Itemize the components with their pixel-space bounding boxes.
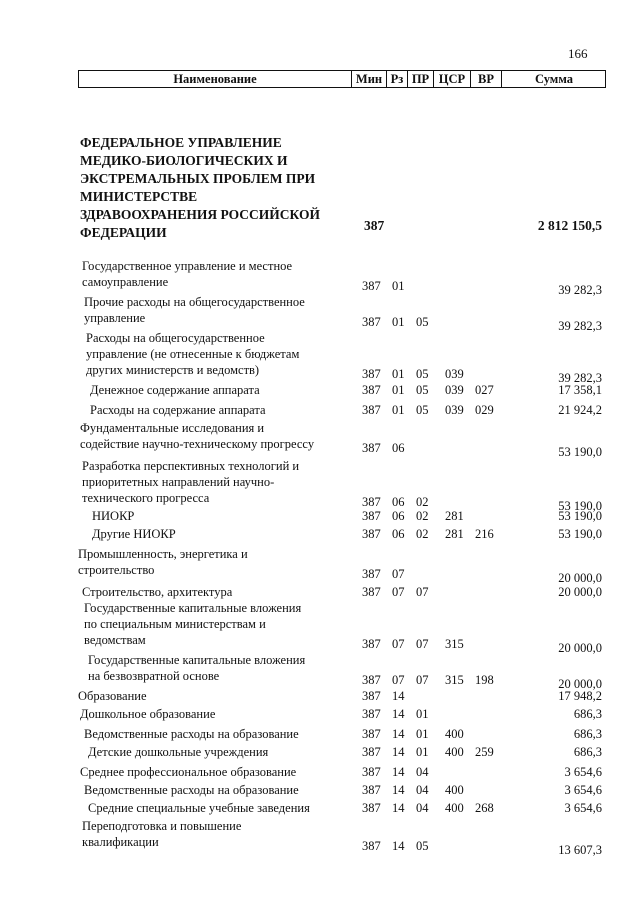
- code-vr: 027: [475, 383, 494, 397]
- row-name-line: Государственное управление и местное: [82, 259, 293, 273]
- header-rz: Рз: [390, 72, 404, 86]
- code-min: 387: [362, 839, 381, 853]
- code-min: 387: [362, 495, 381, 509]
- row-sum: 53 190,0: [558, 445, 602, 459]
- code-csr: 039: [445, 403, 464, 417]
- row-name-line: квалификации: [82, 835, 159, 849]
- code-min: 387: [362, 279, 381, 293]
- row-sum: 17 358,1: [558, 383, 602, 397]
- code-rz: 06: [392, 527, 405, 541]
- code-rz: 14: [392, 689, 405, 703]
- row-sum: 20 000,0: [558, 585, 602, 599]
- row-name: [84, 600, 354, 648]
- header-pr: ПР: [411, 72, 430, 86]
- row-sum: 686,3: [573, 707, 602, 721]
- row-name: [84, 294, 354, 326]
- row-name-line: Расходы на содержание аппарата: [90, 403, 266, 417]
- code-csr: 281: [445, 509, 464, 523]
- row-sum: 20 000,0: [558, 677, 602, 691]
- row-name-line: Промышленность, энергетика и: [78, 547, 248, 561]
- code-csr: 281: [445, 527, 464, 541]
- code-rz: 14: [392, 707, 405, 721]
- header-min: Мин: [355, 72, 383, 86]
- code-rz: 06: [392, 509, 405, 523]
- row-name-line: Расходы на общегосударственное: [86, 331, 265, 345]
- row-sum: 3 654,6: [564, 801, 602, 815]
- row-name-line: содействие научно-техническому прогрессу: [80, 437, 315, 451]
- code-rz: 07: [392, 585, 405, 599]
- code-pr: 02: [416, 495, 429, 509]
- row-name: [78, 688, 348, 704]
- row-sum: 17 948,2: [558, 689, 602, 703]
- row-name-line: по специальным министерствам и: [84, 617, 266, 631]
- code-vr: 259: [475, 745, 494, 759]
- code-csr: 400: [445, 801, 464, 815]
- header-name: Наименование: [173, 72, 257, 86]
- row-sum: 39 282,3: [558, 319, 602, 333]
- code-pr: 04: [416, 765, 429, 779]
- row-sum: 20 000,0: [558, 571, 602, 585]
- row-name-line: Фундаментальные исследования и: [80, 421, 265, 435]
- page-number: 166: [568, 46, 588, 61]
- row-sum: 13 607,3: [558, 843, 602, 857]
- row-sum: 686,3: [573, 727, 602, 741]
- row-name-line: Прочие расходы на общегосударственное: [84, 295, 305, 309]
- code-pr: 05: [416, 367, 429, 381]
- code-csr: 400: [445, 727, 464, 741]
- code-pr: 07: [416, 585, 429, 599]
- row-sum: 21 924,2: [558, 403, 602, 417]
- code-rz: 01: [392, 279, 405, 293]
- row-name-line: других министерств и ведомств): [86, 363, 260, 377]
- code-pr: 05: [416, 315, 429, 329]
- row-name: [82, 458, 352, 506]
- row-name-line: Ведомственные расходы на образование: [84, 783, 299, 797]
- code-csr: 315: [445, 673, 464, 687]
- row-sum: 20 000,0: [558, 641, 602, 655]
- row-name: [80, 706, 350, 722]
- code-rz: 14: [392, 839, 405, 853]
- row-name: [82, 584, 352, 600]
- code-rz: 14: [392, 801, 405, 815]
- row-name-line: Денежное содержание аппарата: [90, 383, 260, 397]
- header-csr: ЦСР: [438, 72, 466, 86]
- code-vr: 268: [475, 801, 494, 815]
- row-name-line: самоуправление: [82, 275, 169, 289]
- code-min: 387: [362, 727, 381, 741]
- org-total-sum: 2 812 150,5: [537, 218, 602, 233]
- code-rz: 14: [392, 783, 405, 797]
- row-name-line: технического прогресса: [82, 491, 210, 505]
- row-name: [80, 764, 350, 780]
- row-name: [92, 526, 362, 542]
- code-min: 387: [362, 765, 381, 779]
- code-min: 387: [362, 315, 381, 329]
- code-rz: 01: [392, 403, 405, 417]
- code-rz: 01: [392, 383, 405, 397]
- row-name: [80, 420, 350, 452]
- row-name-line: управление (не отнесенные к бюджетам: [86, 347, 300, 361]
- row-name-line: Переподготовка и повышение: [82, 819, 242, 833]
- code-min: 387: [362, 441, 381, 455]
- row-name-line: приоритетных направлений научно-: [82, 475, 275, 489]
- code-pr: 07: [416, 637, 429, 651]
- row-sum: 686,3: [573, 745, 602, 759]
- row-name-line: НИОКР: [92, 509, 135, 523]
- row-name: [90, 402, 360, 418]
- row-name: [82, 818, 352, 850]
- code-min: 387: [362, 745, 381, 759]
- org-line: МЕДИКО-БИОЛОГИЧЕСКИХ И: [80, 153, 288, 168]
- org-line: МИНИСТЕРСТВЕ: [80, 189, 198, 204]
- org-line: ФЕДЕРАЦИИ: [80, 225, 167, 240]
- code-csr: 400: [445, 745, 464, 759]
- row-name-line: ведомствам: [84, 633, 146, 647]
- row-name: [90, 382, 360, 398]
- row-name: [88, 744, 358, 760]
- row-name-line: управление: [84, 311, 146, 325]
- row-sum: 53 190,0: [558, 509, 602, 523]
- org-line: ЗДРАВООХРАНЕНИЯ РОССИЙСКОЙ: [80, 207, 320, 222]
- code-min: 387: [362, 637, 381, 651]
- org-line: ЭКСТРЕМАЛЬНЫХ ПРОБЛЕМ ПРИ: [80, 171, 316, 186]
- row-sum: 39 282,3: [558, 283, 602, 297]
- row-name-line: Среднее профессиональное образование: [80, 765, 297, 779]
- code-min: 387: [362, 367, 381, 381]
- table-header: [78, 70, 606, 88]
- code-csr: 039: [445, 383, 464, 397]
- row-name-line: Другие НИОКР: [92, 527, 176, 541]
- row-sum: 53 190,0: [558, 499, 602, 513]
- code-min: 387: [362, 403, 381, 417]
- code-pr: 01: [416, 707, 429, 721]
- code-csr: 400: [445, 783, 464, 797]
- row-name-line: Дошкольное образование: [80, 707, 216, 721]
- row-name-line: Детские дошкольные учреждения: [88, 745, 269, 759]
- row-sum: 53 190,0: [558, 527, 602, 541]
- row-name-line: строительство: [78, 563, 155, 577]
- code-min: 387: [362, 783, 381, 797]
- code-min: 387: [362, 707, 381, 721]
- code-vr: 029: [475, 403, 494, 417]
- code-min: 387: [362, 527, 381, 541]
- code-min: 387: [362, 689, 381, 703]
- row-name: [92, 508, 362, 524]
- row-name: [88, 652, 358, 684]
- code-min: 387: [362, 801, 381, 815]
- row-name-line: Государственные капитальные вложения: [88, 653, 306, 667]
- row-name-line: на безвозвратной основе: [88, 669, 220, 683]
- row-name: [84, 726, 354, 742]
- code-rz: 07: [392, 673, 405, 687]
- row-name: [78, 546, 348, 578]
- code-rz: 07: [392, 567, 405, 581]
- code-min: 387: [362, 673, 381, 687]
- code-rz: 14: [392, 765, 405, 779]
- code-min: 387: [362, 383, 381, 397]
- code-csr: 039: [445, 367, 464, 381]
- code-pr: 05: [416, 383, 429, 397]
- code-min: 387: [362, 567, 381, 581]
- code-pr: 07: [416, 673, 429, 687]
- code-rz: 06: [392, 441, 405, 455]
- row-sum: 3 654,6: [564, 783, 602, 797]
- header-vr: ВР: [478, 72, 494, 86]
- row-name-line: Образование: [78, 689, 147, 703]
- row-name-line: Разработка перспективных технологий и: [82, 459, 300, 473]
- code-csr: 315: [445, 637, 464, 651]
- code-vr: 216: [475, 527, 494, 541]
- org-min-code: 387: [364, 218, 385, 233]
- header-sum: Сумма: [535, 72, 573, 86]
- code-rz: 01: [392, 367, 405, 381]
- code-min: 387: [362, 509, 381, 523]
- code-pr: 05: [416, 839, 429, 853]
- row-name: [88, 800, 358, 816]
- row-name-line: Строительство, архитектура: [82, 585, 233, 599]
- organization-title: [80, 134, 362, 242]
- row-name: [84, 782, 354, 798]
- code-min: 387: [362, 585, 381, 599]
- code-rz: 07: [392, 637, 405, 651]
- row-name-line: Средние специальные учебные заведения: [88, 801, 310, 815]
- code-pr: 05: [416, 403, 429, 417]
- code-pr: 01: [416, 727, 429, 741]
- code-rz: 06: [392, 495, 405, 509]
- code-vr: 198: [475, 673, 494, 687]
- code-rz: 14: [392, 727, 405, 741]
- code-rz: 14: [392, 745, 405, 759]
- code-rz: 01: [392, 315, 405, 329]
- org-line: ФЕДЕРАЛЬНОЕ УПРАВЛЕНИЕ: [80, 135, 282, 150]
- row-sum: 39 282,3: [558, 371, 602, 385]
- code-pr: 04: [416, 783, 429, 797]
- code-pr: 02: [416, 509, 429, 523]
- row-name-line: Государственные капитальные вложения: [84, 601, 302, 615]
- code-pr: 04: [416, 801, 429, 815]
- row-name: [82, 258, 352, 290]
- code-pr: 01: [416, 745, 429, 759]
- row-sum: 3 654,6: [564, 765, 602, 779]
- row-name: [86, 330, 356, 378]
- code-pr: 02: [416, 527, 429, 541]
- row-name-line: Ведомственные расходы на образование: [84, 727, 299, 741]
